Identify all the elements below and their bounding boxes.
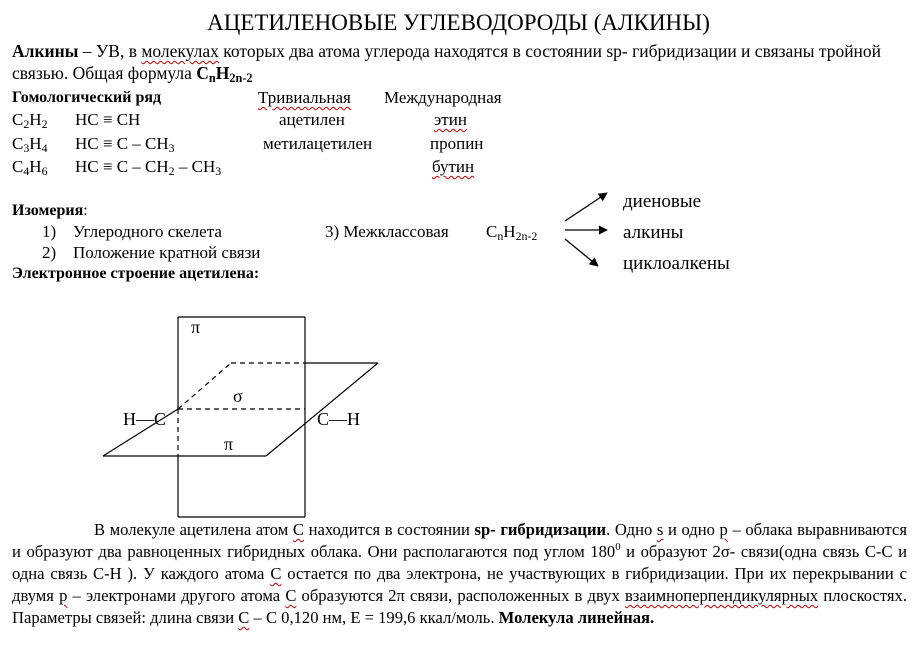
h-c-left-label: H—C xyxy=(123,409,167,429)
branch-dienes: диеновые xyxy=(623,191,702,212)
intl-row-3: бутин xyxy=(432,157,475,176)
isomer-arrows xyxy=(565,193,607,266)
homolog-header: Гомологический ряд xyxy=(12,89,162,106)
general-formula: $C_nH_{2n-2}$ xyxy=(196,63,253,85)
trivial-row-1: ацетилен xyxy=(279,110,345,129)
isomer-item-2: Положение кратной связи xyxy=(73,243,261,262)
structure-row-3: HC ≡ C – $CH_2 - CH_3$ xyxy=(75,157,222,178)
isomer-item-1-num: 1) xyxy=(42,222,57,241)
c-h-right-label: C—H xyxy=(317,409,361,429)
formula-c3h4: $C_3H_4$ xyxy=(12,134,48,155)
pi-bottom-label: π xyxy=(224,434,234,454)
sigma-label: σ xyxy=(233,386,243,406)
interclass-formula: $C_nH_{2n-2}$ xyxy=(486,222,538,243)
arrow-up xyxy=(565,193,607,221)
isomer-item-3: 3) Межклассовая xyxy=(325,222,449,241)
branch-cycloalkenes: циклоалкены xyxy=(623,253,730,274)
arrow-down xyxy=(565,239,598,266)
electronic-structure-header: Электронное строение ацетилена: xyxy=(12,265,260,282)
description-paragraph: В молекуле ацетилена атом С находится в состоянии sp- гибридизации. Одно s и одно p – облака выравниваются и образуют два равноценных гибридных облака. Они располагаются под углом $180^0$ и образуют 2σ- связи(одна связь С-С и одна связь С-Н ). У каждого атома С остается по два электрона, не участвующих в гибридизации. При их перекрывании с двумя р – электронами другого атома С образуются 2π связи, расположенных в двух взаимноперпендикулярных плоскостях. Параметры связей: длина связи С – С 0,120 нм, Е = 199,6 ккал/моль. Молекула линейная. xyxy=(12,520,907,627)
branch-alkynes: алкины xyxy=(623,222,684,243)
trivial-row-2: метилацетилен xyxy=(263,134,373,153)
pi-top-label: π xyxy=(191,317,201,337)
hplane-left-hidden xyxy=(178,363,231,409)
formula-c2h2: $C_2H_2$ xyxy=(12,110,48,131)
page-title: АЦЕТИЛЕНОВЫЕ УГЛЕВОДОРОДЫ (АЛКИНЫ) xyxy=(207,10,710,35)
intl-row-1: этин xyxy=(434,110,467,129)
col-intl-header: Международная xyxy=(384,88,502,107)
intl-row-2: пропин xyxy=(430,134,484,153)
isomer-item-2-num: 2) xyxy=(42,243,57,262)
definition-paragraph: Алкины – УВ, в молекулах которых два атома углерода находятся в состоянии sp- гибридизации и связаны тройной связью. Общая формула $C_nH_{2n-2}$ xyxy=(12,41,882,85)
structure-row-1: HC ≡ CH xyxy=(75,110,141,129)
term-alkyny: Алкины xyxy=(12,41,79,61)
isomer-item-1: Углеродного скелета xyxy=(73,222,222,241)
structure-row-2: HC ≡ C – $CH_3$ xyxy=(75,134,175,155)
formula-c4h6: $C_4H_6$ xyxy=(12,157,48,178)
col-trivial-header: Тривиальная xyxy=(258,88,351,107)
isomerism-header: Изомерия: xyxy=(12,202,88,219)
